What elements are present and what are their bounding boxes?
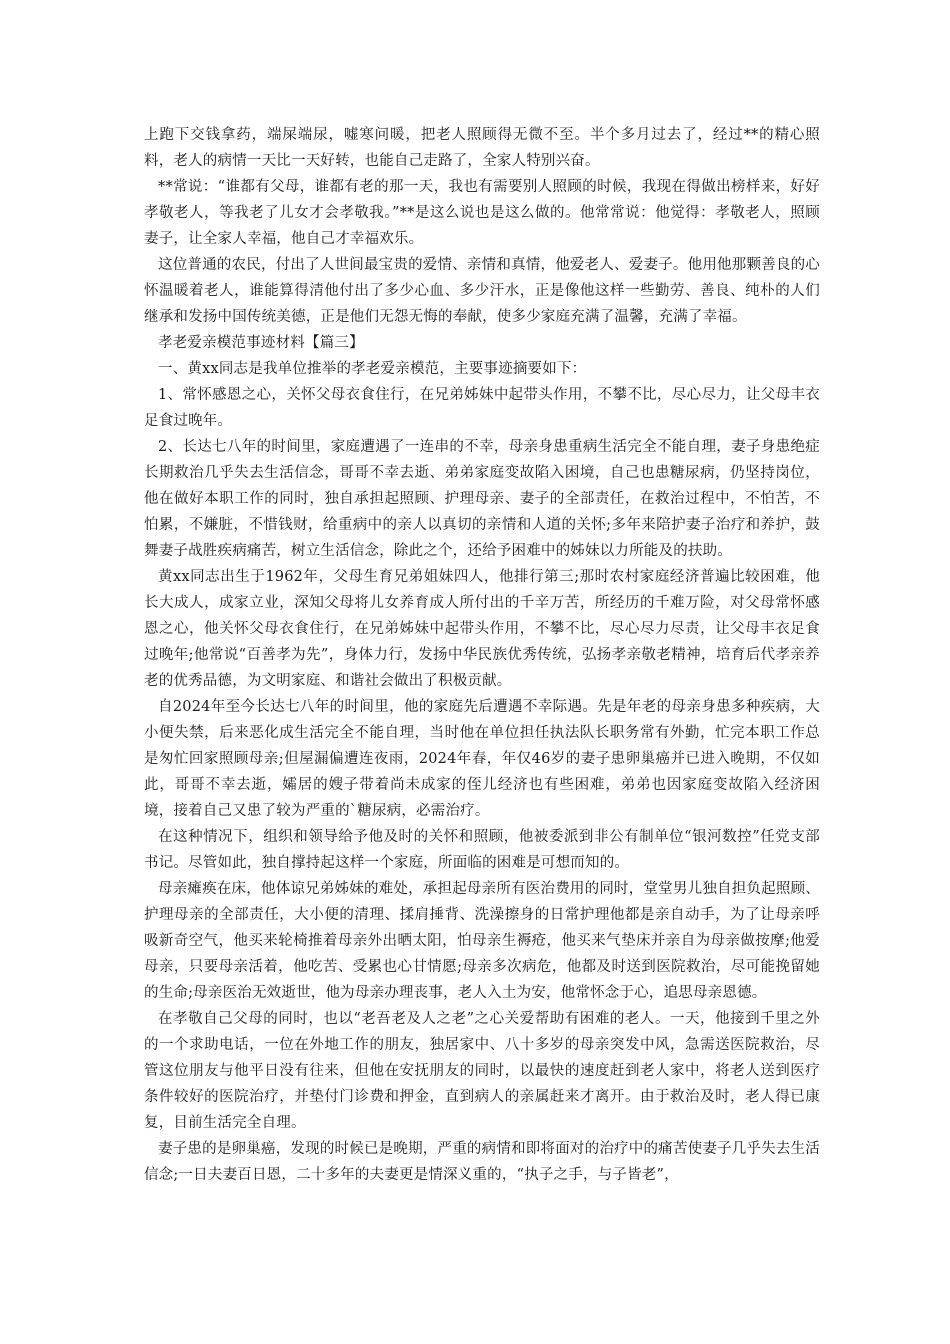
document-body: [144, 122, 820, 1188]
paragraph-organization: 在这种情况下，组织和领导给予他及时的关怀和照顾，他被委派到非公有制单位“银河数控”任党支部书记。尽管如此，独自撑持起这样一个家庭，所面临的困难是可想而知的。: [144, 829, 820, 871]
paragraph-intro: 一、黄xx同志是我单位推举的孝老爱亲模范，主要事迹摘要如下：: [158, 361, 587, 377]
paragraph-elderly-help: 在孝敬自己父母的同时，也以“老吾老及人之老”之心关爱帮助有困难的老人。一天，他接到千里之外的一个求助电话，一位在外地工作的朋友，独居家中、八十多岁的母亲突发中风，急需送医院救治，尽管这位朋友与他平日没有往来，但他在安抚朋友的同时，以最快的速度赶到老人家中，将老人送到医疗条件较好的医院治疗，并垫付门诊费和押金，直到病人的亲属赶来才离开。由于救治及时，老人得已康复，目前生活完全自理。: [144, 1011, 820, 1131]
paragraph-continuation: 上跑下交钱拿药，端屎端尿，嘘寒问暖，把老人照顾得无微不至。半个多月过去了，经过**的精心照料，老人的病情一天比一天好转，也能自己走路了，全家人特别兴奋。: [144, 127, 820, 169]
paragraph-wife: 妻子患的是卵巢癌，发现的时候已是晚期，严重的病情和即将面对的治疗中的痛苦使妻子几乎失去生活信念;一日夫妻百日恩，二十多年的夫妻更是情深义重的，“执子之手，与子皆老”，: [144, 1141, 820, 1183]
paragraph-item-1: 1、常怀感恩之心，关怀父母衣食住行，在兄弟姊妹中起带头作用，不攀不比，尽心尽力，让父母丰衣足食过晚年。: [144, 387, 820, 429]
paragraph-farmer: 这位普通的农民，付出了人世间最宝贵的爱情、亲情和真情，他爱老人、爱妻子。他用他那颗善良的心怀温暖着老人，谁能算得清他付出了多少心血、多少汗水，正是像他这样一些勤劳、善良、纯朴的人们继承和发扬中国传统美德，正是他们无怨无悔的奉献，使多少家庭充满了温馨，充满了幸福。: [144, 257, 820, 325]
paragraph-quote: **常说：“谁都有父母，谁都有老的那一天，我也有需要别人照顾的时候，我现在得做出榜样来，好好孝敬老人，等我老了儿女才会孝敬我。”**是这么说也是这么做的。他常常说：他觉得：孝敬老人，照顾妻子，让全家人幸福，他自己才幸福欢乐。: [144, 179, 820, 247]
paragraph-item-2: 2、长达七八年的时间里，家庭遭遇了一连串的不幸，母亲身患重病生活完全不能自理，妻子身患绝症长期救治几乎失去生活信念，哥哥不幸去逝、弟弟家庭变故陷入困境，自己也患糖尿病，仍坚持岗位，他在做好本职工作的同时，独自承担起照顾、护理母亲、妻子的全部责任，在救治过程中，不怕苦，不怕累，不嫌脏，不惜钱财，给重病中的亲人以真切的亲情和人道的关怀;多年来陪护妻子治疗和养护，鼓舞妻子战胜疾病痛苦，树立生活信念，除此之个，还给予困难中的姊妹以力所能及的扶助。: [144, 439, 820, 559]
paragraph-mother-care: 母亲瘫痪在床，他体谅兄弟姊妹的难处，承担起母亲所有医治费用的同时，堂堂男儿独自担负起照顾、护理母亲的全部责任，大小便的清理、揉肩捶背、洗澡擦身的日常护理他都是亲自动手，为了让母亲呼吸新奇空气，他买来轮椅推着母亲外出晒太阳，怕母亲生褥疮，他买来气垫床并亲自为母亲做按摩;他爱母亲，只要母亲活着，他吃苦、受累也心甘情愿;母亲多次病危，他都及时送到医院救治，尽可能挽留她的生命;母亲医治无效逝世，他为母亲办理丧事，老人入土为安，他常怀念于心，追思母亲恩德。: [144, 881, 820, 1001]
paragraph-biography: 黄xx同志出生于1962年，父母生育兄弟姐妹四人，他排行第三;那时农村家庭经济普遍比较困难，他长大成人，成家立业，深知父母将儿女养育成人所付出的千辛万苦，所经历的千难万险，对父母常怀感恩之心，他关怀父母衣食住行，在兄弟姊妹中起带头作用，不攀不比，尽心尽力尽责，让父母丰衣足食过晚年;他常说“百善孝为先”，身体力行，发扬中华民族优秀传统，弘扬孝亲敬老精神，培育后代孝亲养老的优秀品德，为文明家庭、和谐社会做出了积极贡献。: [144, 569, 820, 689]
paragraph-misfortune: 自2024年至今长达七八年的时间里，他的家庭先后遭遇不幸际遇。先是年老的母亲身患多种疾病，大小便失禁，后来恶化成生活完全不能自理，当时他在单位担任执法队长职务常有外勤，忙完本职工作总是匆忙回家照顾母亲;但屋漏偏遭连夜雨，2024年春，年仅46岁的妻子患卵巢癌并已进入晚期，不仅如此，哥哥不幸去逝，孀居的嫂子带着尚未成家的侄儿经济也有些困难，弟弟也因家庭变故陷入经济困境，接着自己又患了较为严重的`糖尿病，必需治疗。: [144, 699, 820, 819]
section-heading: 孝老爱亲模范事迹材料【篇三】: [158, 335, 364, 351]
